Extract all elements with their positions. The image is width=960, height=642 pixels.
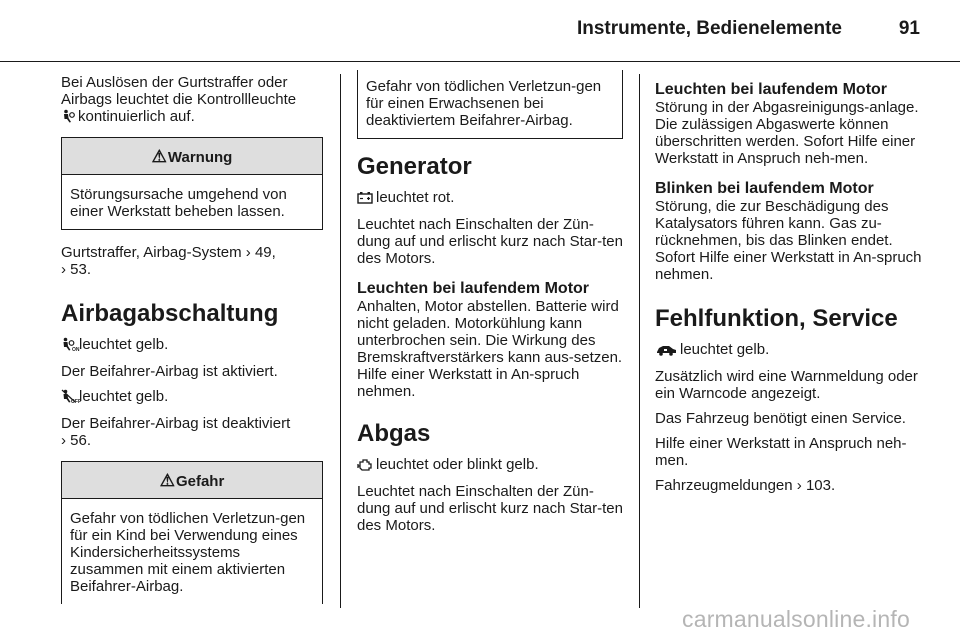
- service-text-1: Zusätzlich wird eine Warnmeldung oder ein Warncode angezeigt.: [655, 368, 918, 402]
- abgas-lamp: [357, 456, 623, 475]
- airbag-intro-text: Bei Auslösen der Gurtstraffer oder Airbags leuchtet die Kontrollleuchte: [61, 74, 297, 108]
- column-1: [61, 74, 323, 604]
- page-number: 91: [898, 18, 920, 39]
- airbag-reference: [61, 244, 323, 278]
- danger-box-body: Gefahr von tödlichen Verletzun-gen für ein Kind bei Verwendung eines Kindersicherheitssystems zusammen mit einem aktivierten Beifahrer-Airbag.: [70, 510, 306, 595]
- svg-text:OFF: OFF: [71, 399, 81, 405]
- warning-box: [61, 137, 323, 230]
- danger-box: [61, 461, 323, 604]
- warning-triangle-icon: ⚠: [159, 471, 175, 490]
- airbag-off-status-text: Der Beifahrer-Airbag ist deaktiviert: [61, 415, 291, 432]
- service-text-2: Das Fahrzeug benötigt einen Service.: [655, 410, 906, 427]
- watermark: carmanualsonline.info: [682, 606, 910, 632]
- column-2: [357, 74, 623, 542]
- abgas-blink-heading: Blinken bei laufendem Motor: [655, 180, 874, 197]
- airbag-intro: [61, 74, 323, 127]
- abgas-running-text: Störung in der Abgasreinigungs-anlage. Die zulässigen Abgaswerte können überschritten werden. Sofort Hilfe einer Werkstatt in Anspruch neh-men.: [655, 99, 919, 167]
- warning-box-header: [62, 138, 322, 175]
- vehicle-messages-page[interactable]: 103.: [805, 477, 836, 494]
- airbag-on-lamp-text: leuchtet gelb.: [79, 336, 169, 353]
- service-text-3: Hilfe einer Werkstatt in Anspruch neh-men.: [655, 435, 907, 469]
- service-heading: Fehlfunktion, Service: [655, 305, 898, 332]
- danger-box-continued-body: Gefahr von tödlichen Verletzun-gen für einen Erwachsenen bei deaktiviertem Beifahrer-Airbag.: [366, 78, 602, 129]
- airbag-reference-page-2[interactable]: 53.: [70, 261, 92, 278]
- generator-heading: Generator: [357, 153, 472, 180]
- generator-lamp-text: leuchtet rot.: [376, 189, 455, 206]
- service-lamp-text: leuchtet gelb.: [680, 341, 770, 358]
- warning-triangle-icon: ⚠: [151, 147, 167, 166]
- airbag-off-reference-page[interactable]: 56.: [70, 432, 92, 449]
- airbag-off-lamp: [61, 388, 323, 407]
- airbag-on-status: Der Beifahrer-Airbag ist aktiviert.: [61, 363, 278, 380]
- airbag-deactivation-heading: Airbagabschaltung: [61, 300, 279, 327]
- header-title: Instrumente, Bedienelemente: [576, 18, 842, 39]
- car-service-icon: [655, 343, 677, 360]
- page-reference-icon: ›: [245, 244, 251, 261]
- header-rule: [0, 61, 960, 62]
- danger-box-continued: [357, 70, 623, 139]
- page-reference-icon: ›: [61, 261, 66, 278]
- generator-running-heading: Leuchten bei laufendem Motor: [357, 280, 590, 297]
- airbag-on-icon: [61, 337, 80, 355]
- vehicle-messages-text: Fahrzeugmeldungen: [655, 477, 793, 494]
- generator-running-text: Anhalten, Motor abstellen. Batterie wird nicht geladen. Motorkühlung kann unterbrochen sein. Die Wirkung des Bremskraftverstärkers kann aus-setzen. Hilfe einer Werkstatt in An-spruch nehmen.: [357, 298, 623, 400]
- airbag-reference-text: Gurtstraffer, Airbag-System: [61, 244, 242, 261]
- warning-box-body: Störungsursache umgehend von einer Werkstatt beheben lassen.: [70, 186, 287, 220]
- airbag-off-icon: [61, 389, 81, 407]
- airbag-warning-icon: [61, 109, 75, 127]
- generator-text: Leuchtet nach Einschalten der Zün-dung auf und erlischt kurz nach Star-ten des Motors.: [357, 216, 623, 267]
- page-reference-icon: ›: [61, 432, 66, 449]
- airbag-on-lamp: [61, 336, 323, 355]
- abgas-blink-text: Störung, die zur Beschädigung des Katalysators führen kann. Gas zu-rücknehmen, bis das Blinken endet. Sofort Hilfe einer Werkstatt in An-spruch nehmen.: [655, 198, 922, 283]
- svg-text:ON: ON: [72, 347, 80, 353]
- abgas-running-heading: Leuchten bei laufendem Motor: [655, 81, 888, 98]
- service-lamp: [655, 341, 923, 360]
- column-divider-right: [639, 74, 640, 608]
- generator-lamp: [357, 189, 623, 208]
- column-divider-left: [340, 74, 341, 608]
- vehicle-messages-reference: [655, 477, 923, 494]
- battery-icon: [357, 191, 373, 208]
- page-reference-icon: ›: [796, 477, 802, 494]
- abgas-lamp-text: leuchtet oder blinkt gelb.: [376, 456, 539, 473]
- danger-box-title: Gefahr: [175, 473, 225, 490]
- abgas-text: Leuchtet nach Einschalten der Zün-dung auf und erlischt kurz nach Star-ten des Motors.: [357, 483, 623, 534]
- airbag-off-lamp-text: leuchtet gelb.: [79, 388, 169, 405]
- airbag-intro-tail: kontinuierlich auf.: [78, 108, 195, 125]
- airbag-reference-page-1[interactable]: 49,: [254, 244, 276, 261]
- airbag-off-status: [61, 415, 323, 449]
- warning-box-title: Warnung: [167, 149, 233, 166]
- engine-check-icon: [357, 458, 373, 475]
- page-header: [0, 0, 960, 62]
- danger-box-header: [62, 462, 322, 499]
- abgas-heading: Abgas: [357, 420, 431, 447]
- column-3: [655, 74, 923, 502]
